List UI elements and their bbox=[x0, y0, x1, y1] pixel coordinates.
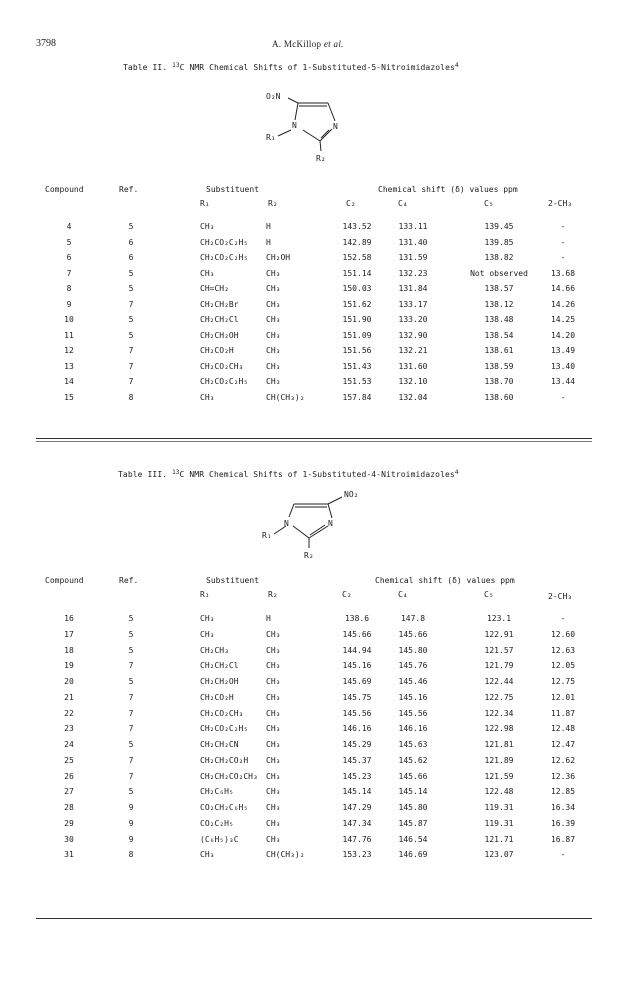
table2-no2-label: O₂N bbox=[266, 92, 281, 101]
table2-r1-cell: CH₂CO₂CH₃ bbox=[200, 362, 244, 371]
table3-compound-cell: 26 bbox=[64, 772, 74, 781]
table3-header-r1: R₁ bbox=[200, 590, 210, 599]
table2-c5-cell: 138.54 bbox=[484, 331, 514, 340]
table2-c5-cell: 139.85 bbox=[484, 238, 514, 247]
table3-r1-cell: CH₂C₆H₅ bbox=[200, 787, 234, 796]
table3-c4-cell: 145.80 bbox=[398, 803, 428, 812]
table2-2-ch3-cell: 14.26 bbox=[550, 300, 576, 309]
table2-r2-cell: CH₃ bbox=[266, 331, 281, 340]
table2-c5-cell: 138.12 bbox=[484, 300, 514, 309]
table2-r2-cell: CH₃ bbox=[266, 315, 281, 324]
table2-compound-cell: 10 bbox=[64, 315, 74, 324]
table3-ref-cell: 5 bbox=[128, 646, 134, 655]
table2-c5-cell: 139.45 bbox=[484, 222, 514, 231]
table3-header-2-ch3: 2-CH₃ bbox=[548, 592, 573, 601]
table2-header-compound: Compound bbox=[45, 185, 84, 194]
table2-compound-cell: 8 bbox=[66, 284, 72, 293]
table3-r2-cell: CH₃ bbox=[266, 724, 281, 733]
table2-ref-cell: 7 bbox=[128, 346, 134, 355]
table2-r1-cell: CH₃ bbox=[200, 393, 215, 402]
table3-c4-cell: 145.56 bbox=[398, 709, 428, 718]
table3-c5-cell: 119.31 bbox=[484, 819, 514, 828]
table2-n1-label: N bbox=[292, 121, 297, 130]
table2-c5-cell: 138.82 bbox=[484, 253, 514, 262]
table3-2-ch3-cell: 16.87 bbox=[550, 835, 576, 844]
table3-compound-cell: 18 bbox=[64, 646, 74, 655]
table3-c5-cell: 121.57 bbox=[484, 646, 514, 655]
table3-header-c5: C₅ bbox=[484, 590, 494, 599]
author-suffix: et al. bbox=[323, 39, 344, 49]
table2-c4-cell: 132.90 bbox=[398, 331, 428, 340]
table3-compound-cell: 28 bbox=[64, 803, 74, 812]
table3-c5-cell: 121.79 bbox=[484, 661, 514, 670]
table3-2-ch3-cell: 11.87 bbox=[550, 709, 576, 718]
table2-r1-cell: CH₂CO₂C₂H₅ bbox=[200, 238, 249, 247]
table2-header-c5: C₅ bbox=[484, 199, 494, 208]
table3-compound-cell: 25 bbox=[64, 756, 74, 765]
table3-ref-cell: 9 bbox=[128, 819, 134, 828]
table3-c4-cell: 146.54 bbox=[398, 835, 428, 844]
table2-c2-cell: 151.43 bbox=[342, 362, 372, 371]
table3-r2-label: R₂ bbox=[304, 551, 314, 560]
table2-c4-cell: 133.17 bbox=[398, 300, 428, 309]
table3-2-ch3-cell: 12.48 bbox=[550, 724, 576, 733]
page-bottom-rule bbox=[36, 918, 592, 919]
table3-c2-cell: 145.23 bbox=[342, 772, 372, 781]
table2-r2-cell: H bbox=[266, 222, 271, 231]
table3-c5-cell: 123.1 bbox=[486, 614, 512, 623]
table3-c5-cell: 121.59 bbox=[484, 772, 514, 781]
table3-c2-cell: 145.29 bbox=[342, 740, 372, 749]
table3-c4-cell: 145.46 bbox=[398, 677, 428, 686]
table3-r2-cell: CH₃ bbox=[266, 756, 281, 765]
table3-c5-cell: 122.91 bbox=[484, 630, 514, 639]
table2-c4-cell: 131.60 bbox=[398, 362, 428, 371]
table2-title-prefix: Table II. bbox=[123, 63, 168, 72]
table3-2-ch3-cell: - bbox=[560, 614, 566, 623]
table2-2-ch3-cell: - bbox=[560, 393, 566, 402]
table3-r2-cell: CH₃ bbox=[266, 709, 281, 718]
table3-r1-cell: CH₂CH₂CO₂CH₃ bbox=[200, 772, 258, 781]
table3-compound-cell: 24 bbox=[64, 740, 74, 749]
table2-2-ch3-cell: - bbox=[560, 238, 566, 247]
table2-ref-cell: 5 bbox=[128, 331, 134, 340]
table3-r1-cell: CH₃ bbox=[200, 630, 215, 639]
table3-c4-cell: 145.80 bbox=[398, 646, 428, 655]
table3-r2-cell: H bbox=[266, 614, 271, 623]
table2-r1-cell: CH₂CO₂C₂H₅ bbox=[200, 253, 249, 262]
table3-2-ch3-cell: 12.36 bbox=[550, 772, 576, 781]
table3-r1-cell: CH₂CH₂Cl bbox=[200, 661, 239, 670]
table2-r1-cell: CH=CH₂ bbox=[200, 284, 229, 293]
table3-ref-cell: 5 bbox=[128, 740, 134, 749]
table3-r1-cell: CO₂C₂H₅ bbox=[200, 819, 234, 828]
table3-c5-cell: 122.44 bbox=[484, 677, 514, 686]
table3-c4-cell: 145.66 bbox=[398, 772, 428, 781]
table2-r2-cell: CH₃ bbox=[266, 269, 281, 278]
table3-r2-cell: CH₃ bbox=[266, 787, 281, 796]
table3-header-c2: C₂ bbox=[342, 590, 352, 599]
table3-header-substituent: Substituent bbox=[206, 576, 259, 585]
table2-c4-cell: 133.11 bbox=[398, 222, 428, 231]
table2-c4-cell: 132.10 bbox=[398, 377, 428, 386]
table3-c5-cell: 123.07 bbox=[484, 850, 514, 859]
table2-r2-cell: CH₃ bbox=[266, 377, 281, 386]
table3-r2-cell: CH₃ bbox=[266, 819, 281, 828]
table2-compound-cell: 12 bbox=[64, 346, 74, 355]
table2-compound-cell: 14 bbox=[64, 377, 74, 386]
table3-2-ch3-cell: 12.75 bbox=[550, 677, 576, 686]
table3-compound-cell: 16 bbox=[64, 614, 74, 623]
table3-c2-cell: 145.37 bbox=[342, 756, 372, 765]
table2-compound-cell: 9 bbox=[66, 300, 72, 309]
table2-ref-cell: 5 bbox=[128, 269, 134, 278]
table2-title-isotope: 13 bbox=[172, 62, 180, 69]
table3-c2-cell: 145.66 bbox=[342, 630, 372, 639]
table2-2-ch3-cell: 13.49 bbox=[550, 346, 576, 355]
table3-c4-cell: 145.87 bbox=[398, 819, 428, 828]
table2-c5-cell: 138.57 bbox=[484, 284, 514, 293]
table3-r2-cell: CH₃ bbox=[266, 646, 281, 655]
table2-header-substituent: Substituent bbox=[206, 185, 259, 194]
table2-r1-cell: CH₂CO₂H bbox=[200, 346, 234, 355]
table3-c5-cell: 122.48 bbox=[484, 787, 514, 796]
table3-c2-cell: 145.16 bbox=[342, 661, 372, 670]
table2-2-ch3-cell: 13.44 bbox=[550, 377, 576, 386]
table2-c2-cell: 143.52 bbox=[342, 222, 372, 231]
table2-2-ch3-cell: - bbox=[560, 222, 566, 231]
table3-header-chemical-shift: Chemical shift (δ) values ppm bbox=[375, 576, 515, 585]
table3-c2-cell: 147.76 bbox=[342, 835, 372, 844]
table3-header-r2: R₂ bbox=[268, 590, 278, 599]
table2-c2-cell: 151.90 bbox=[342, 315, 372, 324]
table2-header-ref: Ref. bbox=[119, 185, 139, 194]
table3-compound-cell: 30 bbox=[64, 835, 74, 844]
table2-c2-cell: 151.09 bbox=[342, 331, 372, 340]
table2-c2-cell: 151.62 bbox=[342, 300, 372, 309]
table2-2-ch3-cell: 14.66 bbox=[550, 284, 576, 293]
table2-2-ch3-cell: 13.68 bbox=[550, 269, 576, 278]
table3-ref-cell: 7 bbox=[128, 661, 134, 670]
table3-r1-cell: CH₂CH₂CN bbox=[200, 740, 239, 749]
table3-r2-cell: CH₃ bbox=[266, 677, 281, 686]
table2-r1-cell: CH₃ bbox=[200, 222, 215, 231]
table3-c5-cell: 119.31 bbox=[484, 803, 514, 812]
table2-2-ch3-cell: - bbox=[560, 253, 566, 262]
table3-imidazole-structure bbox=[258, 486, 368, 566]
table3-r1-cell: CH₂CO₂CH₃ bbox=[200, 709, 244, 718]
table3-2-ch3-cell: 12.63 bbox=[550, 646, 576, 655]
table2-r1-cell: CH₂CH₂Cl bbox=[200, 315, 239, 324]
table2-r2-cell: CH(CH₃)₂ bbox=[266, 393, 305, 402]
table3-c5-cell: 121.71 bbox=[484, 835, 514, 844]
table3-2-ch3-cell: 16.34 bbox=[550, 803, 576, 812]
table3-c2-cell: 147.29 bbox=[342, 803, 372, 812]
table3-compound-cell: 29 bbox=[64, 819, 74, 828]
table2-c2-cell: 151.14 bbox=[342, 269, 372, 278]
table3-r2-cell: CH(CH₃)₂ bbox=[266, 850, 305, 859]
table2-2-ch3-cell: 13.40 bbox=[550, 362, 576, 371]
table2-c2-cell: 151.53 bbox=[342, 377, 372, 386]
table2-c5-cell: 138.60 bbox=[484, 393, 514, 402]
table2-c2-cell: 142.89 bbox=[342, 238, 372, 247]
table2-header-2-ch3: 2-CH₃ bbox=[548, 199, 573, 208]
table2-c4-cell: 131.40 bbox=[398, 238, 428, 247]
table3-compound-cell: 17 bbox=[64, 630, 74, 639]
table2-compound-cell: 11 bbox=[64, 331, 74, 340]
table2-compound-cell: 4 bbox=[66, 222, 72, 231]
table3-compound-cell: 31 bbox=[64, 850, 74, 859]
table2-ref-cell: 5 bbox=[128, 222, 134, 231]
table2-c4-cell: 133.20 bbox=[398, 315, 428, 324]
table2-compound-cell: 13 bbox=[64, 362, 74, 371]
table2-c4-cell: 132.23 bbox=[398, 269, 428, 278]
table3-ref-cell: 5 bbox=[128, 787, 134, 796]
page-number: 3798 bbox=[36, 38, 56, 49]
table2-r2-cell: CH₃ bbox=[266, 284, 281, 293]
table2-c5-cell: 138.48 bbox=[484, 315, 514, 324]
table3-c4-cell: 147.8 bbox=[400, 614, 426, 623]
table3-r1-cell: CH₂CO₂H bbox=[200, 693, 234, 702]
table3-c4-cell: 146.16 bbox=[398, 724, 428, 733]
table3-r1-cell: (C₆H₅)₃C bbox=[200, 835, 239, 844]
table3-compound-cell: 19 bbox=[64, 661, 74, 670]
table3-ref-cell: 5 bbox=[128, 614, 134, 623]
table2-r2-label: R₂ bbox=[316, 154, 326, 163]
table2-header-c2: C₂ bbox=[346, 199, 356, 208]
table2-r1-cell: CH₂CO₂C₂H₅ bbox=[200, 377, 249, 386]
table3-ref-cell: 9 bbox=[128, 835, 134, 844]
table3-c5-cell: 122.75 bbox=[484, 693, 514, 702]
table3-title-ref: 4 bbox=[454, 469, 459, 476]
table3-c4-cell: 145.14 bbox=[398, 787, 428, 796]
table3-title-isotope: 13 bbox=[172, 469, 180, 476]
table3-ref-cell: 7 bbox=[128, 772, 134, 781]
table2-r1-cell: CH₂CH₂OH bbox=[200, 331, 239, 340]
table3-c4-cell: 145.16 bbox=[398, 693, 428, 702]
table3-r1-label: R₁ bbox=[262, 531, 272, 540]
table2-c4-cell: 131.84 bbox=[398, 284, 428, 293]
table2-header-r1: R₁ bbox=[200, 199, 210, 208]
table2-ref-cell: 5 bbox=[128, 315, 134, 324]
table3-compound-cell: 22 bbox=[64, 709, 74, 718]
table3-c2-cell: 146.16 bbox=[342, 724, 372, 733]
table3-r2-cell: CH₃ bbox=[266, 630, 281, 639]
table3-r2-cell: CH₃ bbox=[266, 835, 281, 844]
table3-ref-cell: 7 bbox=[128, 709, 134, 718]
table3-c4-cell: 145.63 bbox=[398, 740, 428, 749]
table3-c2-cell: 145.14 bbox=[342, 787, 372, 796]
table3-2-ch3-cell: 12.47 bbox=[550, 740, 576, 749]
table3-c4-cell: 145.76 bbox=[398, 661, 428, 670]
table3-ref-cell: 8 bbox=[128, 850, 134, 859]
table2-c2-cell: 150.03 bbox=[342, 284, 372, 293]
table3-r2-cell: CH₃ bbox=[266, 693, 281, 702]
table2-c5-cell: 138.59 bbox=[484, 362, 514, 371]
table3-ref-cell: 7 bbox=[128, 756, 134, 765]
table2-ref-cell: 5 bbox=[128, 284, 134, 293]
table3-header-compound: Compound bbox=[45, 576, 84, 585]
table3-r1-cell: CO₂CH₂C₆H₅ bbox=[200, 803, 249, 812]
table3-r1-cell: CH₂CH₃ bbox=[200, 646, 229, 655]
table2-ref-cell: 6 bbox=[128, 238, 134, 247]
table3-r1-cell: CH₂CO₂C₂H₅ bbox=[200, 724, 249, 733]
table3-c5-cell: 122.98 bbox=[484, 724, 514, 733]
table3-c5-cell: 122.34 bbox=[484, 709, 514, 718]
table3-c2-cell: 145.69 bbox=[342, 677, 372, 686]
table3-c2-cell: 144.94 bbox=[342, 646, 372, 655]
table2-ref-cell: 6 bbox=[128, 253, 134, 262]
table2-ref-cell: 7 bbox=[128, 300, 134, 309]
table2-header-r2: R₂ bbox=[268, 199, 278, 208]
table3-compound-cell: 23 bbox=[64, 724, 74, 733]
table2-compound-cell: 5 bbox=[66, 238, 72, 247]
table3-n1-label: N bbox=[284, 519, 289, 528]
table3-c2-cell: 145.56 bbox=[342, 709, 372, 718]
table2-c2-cell: 151.56 bbox=[342, 346, 372, 355]
table3-2-ch3-cell: 12.05 bbox=[550, 661, 576, 670]
author-name: A. McKillop bbox=[272, 39, 322, 49]
table3-2-ch3-cell: 12.85 bbox=[550, 787, 576, 796]
table3-r2-cell: CH₃ bbox=[266, 740, 281, 749]
table3-compound-cell: 21 bbox=[64, 693, 74, 702]
table3-n3-label: N bbox=[328, 519, 333, 528]
table2-c2-cell: 157.84 bbox=[342, 393, 372, 402]
table2-r1-label: R₁ bbox=[266, 133, 276, 142]
table3-compound-cell: 27 bbox=[64, 787, 74, 796]
table3-r2-cell: CH₃ bbox=[266, 803, 281, 812]
table2-ref-cell: 8 bbox=[128, 393, 134, 402]
table3-header-c4: C₄ bbox=[398, 590, 408, 599]
table3-c4-cell: 146.69 bbox=[398, 850, 428, 859]
table2-c5-cell: Not observed bbox=[470, 269, 528, 278]
table2-2-ch3-cell: 14.20 bbox=[550, 331, 576, 340]
table3-title-prefix: Table III. bbox=[118, 470, 168, 479]
table3-title-text: C NMR Chemical Shifts of 1-Substituted-4-Nitroimidazoles bbox=[179, 470, 455, 479]
table2-title-ref: 4 bbox=[454, 62, 459, 69]
table3-c5-cell: 121.89 bbox=[484, 756, 514, 765]
table2-r2-cell: CH₃ bbox=[266, 362, 281, 371]
table2-c4-cell: 132.04 bbox=[398, 393, 428, 402]
table2-n3-label: N bbox=[333, 122, 338, 131]
table3-ref-cell: 5 bbox=[128, 677, 134, 686]
table2-title bbox=[123, 63, 459, 72]
table2-ref-cell: 7 bbox=[128, 377, 134, 386]
table2-c2-cell: 152.58 bbox=[342, 253, 372, 262]
table2-title-text: C NMR Chemical Shifts of 1-Substituted-5-Nitroimidazoles bbox=[179, 63, 455, 72]
table2-2-ch3-cell: 14.25 bbox=[550, 315, 576, 324]
table2-imidazole-structure bbox=[250, 88, 370, 170]
table3-ref-cell: 7 bbox=[128, 724, 134, 733]
table2-c5-cell: 138.70 bbox=[484, 377, 514, 386]
table3-compound-cell: 20 bbox=[64, 677, 74, 686]
table3-ref-cell: 9 bbox=[128, 803, 134, 812]
table2-r1-cell: CH₃ bbox=[200, 269, 215, 278]
table3-ref-cell: 7 bbox=[128, 693, 134, 702]
table3-r2-cell: CH₃ bbox=[266, 772, 281, 781]
table2-header-c4: C₄ bbox=[398, 199, 408, 208]
table3-2-ch3-cell: 16.39 bbox=[550, 819, 576, 828]
table3-2-ch3-cell: 12.01 bbox=[550, 693, 576, 702]
table3-header-ref: Ref. bbox=[119, 576, 139, 585]
table3-2-ch3-cell: - bbox=[560, 850, 566, 859]
table2-r1-cell: CH₂CH₂Br bbox=[200, 300, 239, 309]
table2-compound-cell: 6 bbox=[66, 253, 72, 262]
table3-no2-label: NO₂ bbox=[344, 490, 359, 499]
table3-2-ch3-cell: 12.60 bbox=[550, 630, 576, 639]
table3-c2-cell: 153.23 bbox=[342, 850, 372, 859]
table2-header-chemical-shift: Chemical shift (δ) values ppm bbox=[378, 185, 518, 194]
table3-title bbox=[118, 470, 459, 479]
table-divider-bottom bbox=[36, 441, 592, 442]
table2-compound-cell: 15 bbox=[64, 393, 74, 402]
table3-ref-cell: 5 bbox=[128, 630, 134, 639]
table2-c5-cell: 138.61 bbox=[484, 346, 514, 355]
table3-r2-cell: CH₃ bbox=[266, 661, 281, 670]
table3-c2-cell: 145.75 bbox=[342, 693, 372, 702]
table2-r2-cell: H bbox=[266, 238, 271, 247]
table3-c5-cell: 121.81 bbox=[484, 740, 514, 749]
table2-c4-cell: 132.21 bbox=[398, 346, 428, 355]
running-head bbox=[272, 39, 344, 49]
table3-r1-cell: CH₂CH₂CO₂H bbox=[200, 756, 249, 765]
table3-r1-cell: CH₃ bbox=[200, 850, 215, 859]
table3-c2-cell: 147.34 bbox=[342, 819, 372, 828]
table3-r1-cell: CH₂CH₂OH bbox=[200, 677, 239, 686]
table2-r2-cell: CH₃ bbox=[266, 300, 281, 309]
table3-2-ch3-cell: 12.62 bbox=[550, 756, 576, 765]
table3-c2-cell: 138.6 bbox=[344, 614, 370, 623]
table2-ref-cell: 7 bbox=[128, 362, 134, 371]
table2-compound-cell: 7 bbox=[66, 269, 72, 278]
table3-c4-cell: 145.66 bbox=[398, 630, 428, 639]
table3-r1-cell: CH₃ bbox=[200, 614, 215, 623]
table3-c4-cell: 145.62 bbox=[398, 756, 428, 765]
table2-r2-cell: CH₂OH bbox=[266, 253, 291, 262]
table-divider-top bbox=[36, 438, 592, 439]
table2-r2-cell: CH₃ bbox=[266, 346, 281, 355]
table2-c4-cell: 131.59 bbox=[398, 253, 428, 262]
